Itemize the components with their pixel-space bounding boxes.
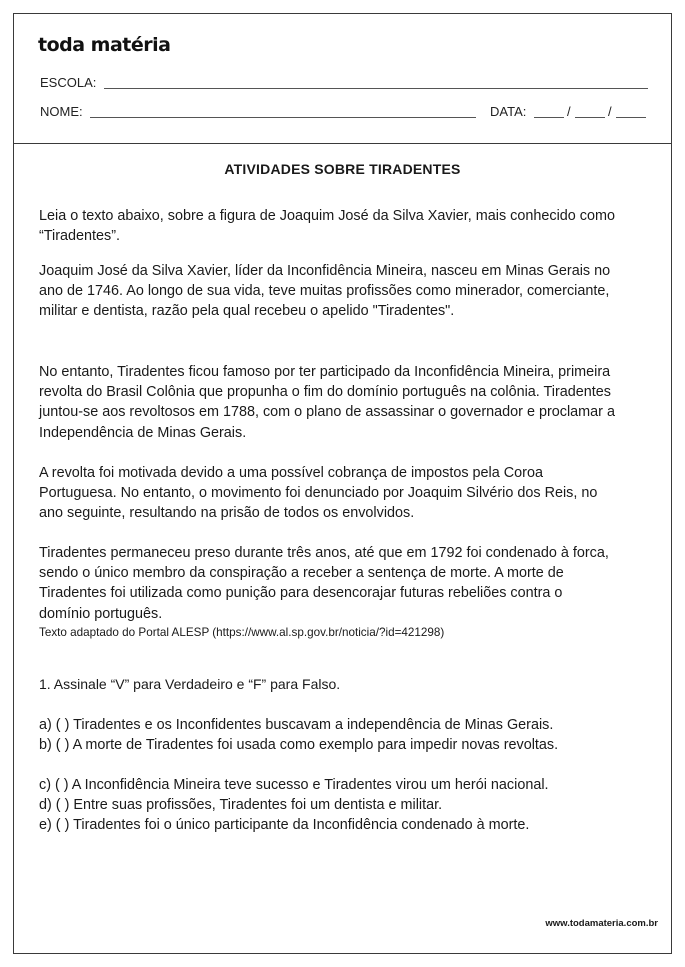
date-separator-2: / [608,104,612,119]
name-label: NOME: [40,104,83,119]
option-e[interactable]: e) ( ) Tiradentes foi o único participante da Inconfidência condenado à morte. [39,817,530,833]
footer-url: www.todamateria.com.br [545,918,658,929]
option-b[interactable]: b) ( ) A morte de Tiradentes foi usada como exemplo para impedir novas revoltas. [39,737,559,753]
paragraph-4: Tiradentes permaneceu preso durante três anos, até que em 1792 foi condenado à forca, sendo o único membro da conspiração a receber a sentença de morte. A morte de Tiradentes foi utilizada como punição para desencorajar futuras rebeliões contra o domínio português. [39,545,609,622]
date-year-line[interactable] [616,117,646,118]
brand-logo: toda matéria [38,34,171,56]
paragraph-1: Joaquim José da Silva Xavier, líder da Inconfidência Mineira, nasceu em Minas Gerais no ano de 1746. Ao longo de sua vida, teve muitas profissões como minerador, comerciante, militar e dentista, razão pela qual recebeu o apelido "Tiradentes". [39,263,611,320]
school-label: ESCOLA: [40,75,97,90]
option-d[interactable]: d) ( ) Entre suas profissões, Tiradentes foi um dentista e militar. [39,797,443,813]
name-date-row [40,104,650,122]
intro-text: Leia o texto abaixo, sobre a figura de Joaquim José da Silva Xavier, mais conhecido como “Tiradentes”. [39,208,615,245]
option-c[interactable]: c) ( ) A Inconfidência Mineira teve sucesso e Tiradentes virou um herói nacional. [39,777,549,793]
date-day-line[interactable] [534,117,564,118]
date-label: DATA: [490,104,527,119]
source-citation: Texto adaptado do Portal ALESP (https://www.al.sp.gov.br/noticia/?id=421298) [39,626,445,639]
question-title: 1. Assinale “V” para Verdadeiro e “F” para Falso. [39,676,341,692]
school-field [40,75,650,93]
school-line[interactable] [104,88,648,89]
paragraph-3: A revolta foi motivada devido a uma possível cobrança de impostos pela Coroa Portuguesa. No entanto, o movimento foi denunciado por Joaquim Silvério dos Reis, no ano seguinte, resultando na prisão de todos os envolvidos. [39,465,598,522]
name-line[interactable] [90,117,476,118]
date-month-line[interactable] [575,117,605,118]
header-divider [14,143,671,144]
worksheet-title: ATIVIDADES SOBRE TIRADENTES [224,161,461,177]
option-a[interactable]: a) ( ) Tiradentes e os Inconfidentes buscavam a independência de Minas Gerais. [39,717,554,733]
date-separator-1: / [567,104,571,119]
paragraph-2: No entanto, Tiradentes ficou famoso por ter participado da Inconfidência Mineira, primeira revolta do Brasil Colônia que propunha o fim do domínio português na colônia. Tiradentes juntou-se aos revoltosos em 1788, com o plano de assassinar o governador e proclamar a Independência de Minas Gerais. [39,364,615,441]
